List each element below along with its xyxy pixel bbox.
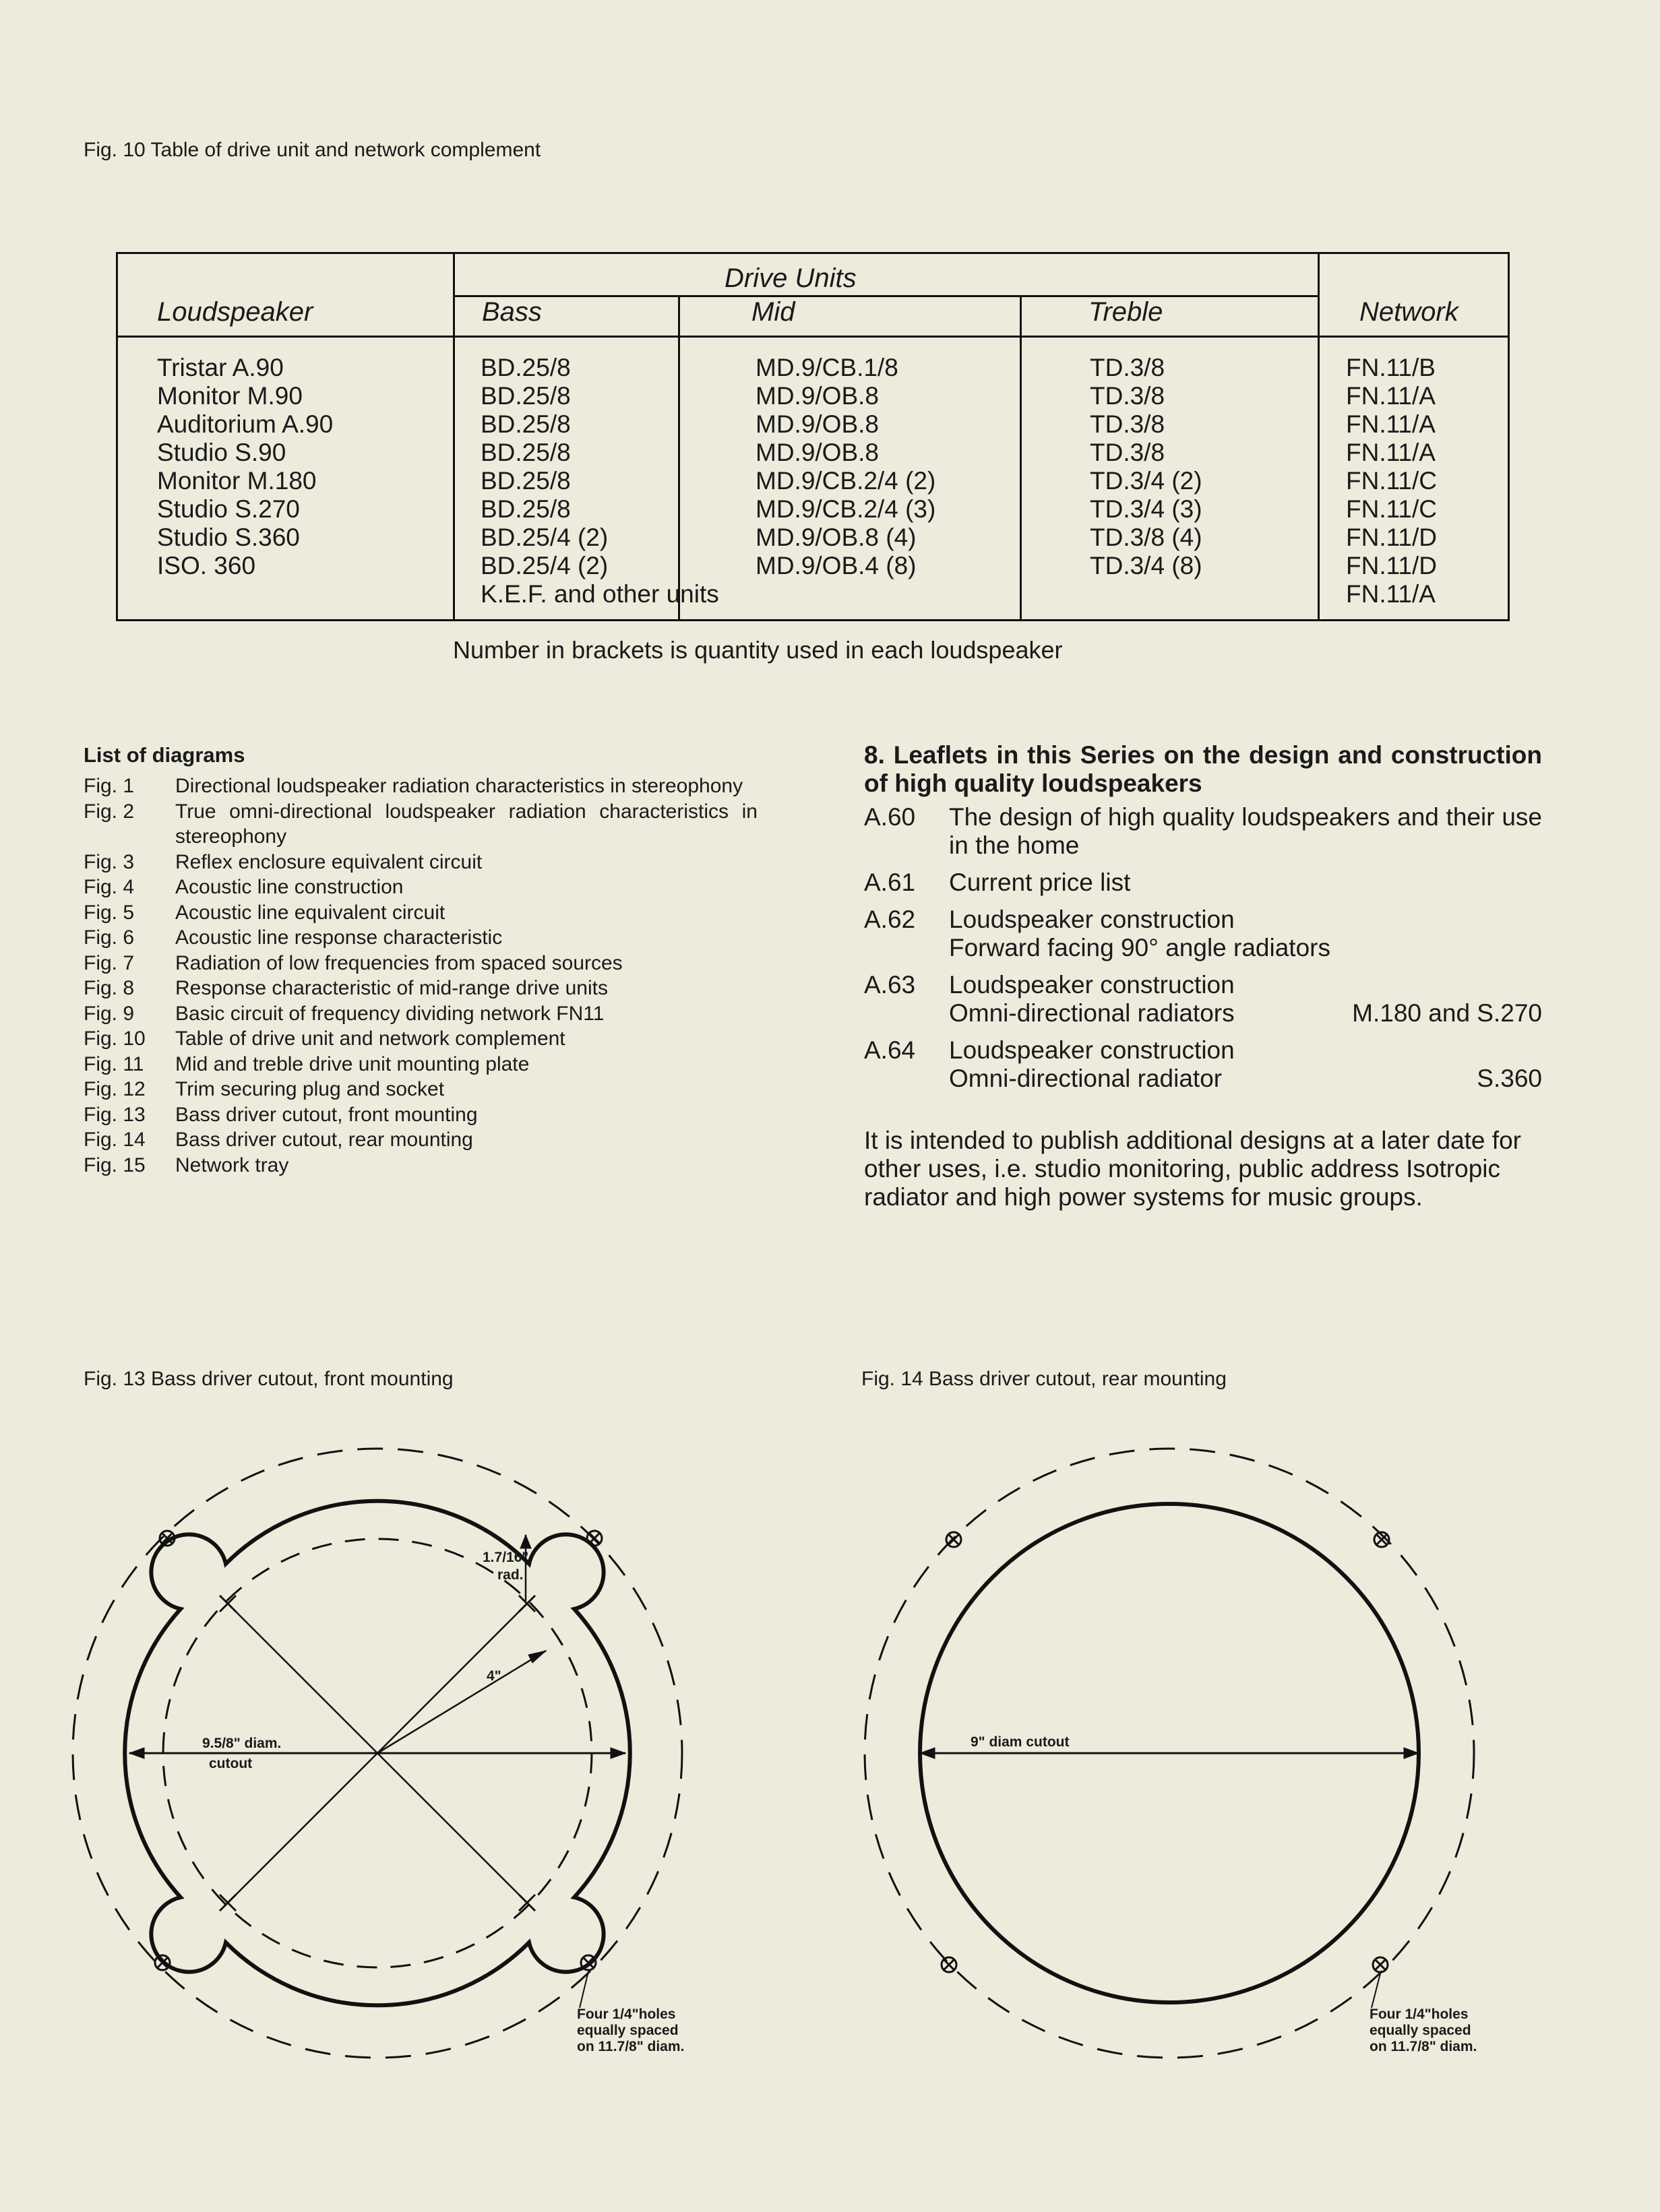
table-cell: TD.3/8 bbox=[1090, 354, 1165, 381]
list-item bbox=[84, 951, 758, 976]
table-cell: FN.11/D bbox=[1346, 552, 1438, 579]
list-item bbox=[864, 906, 1542, 962]
treble-column bbox=[1090, 354, 1202, 580]
table-cell: MD.9/OB.8 bbox=[756, 382, 879, 410]
leaflet-code: A.64 bbox=[864, 1036, 916, 1064]
table-cell: BD.25/8 bbox=[481, 354, 571, 381]
fig-number: Fig. 7 bbox=[84, 951, 135, 974]
fig-number: Fig. 8 bbox=[84, 977, 135, 999]
table-cell: TD.3/8 bbox=[1090, 410, 1165, 438]
fig-title: Acoustic line response characteristic bbox=[175, 926, 503, 949]
fig-title: Bass driver cutout, front mounting bbox=[175, 1103, 478, 1126]
leaflet-title: Loudspeaker construction bbox=[949, 1036, 1235, 1064]
table-cell: TD.3/8 bbox=[1090, 439, 1165, 466]
radius-line bbox=[377, 1651, 546, 1753]
leaflet-subtitle: Omni-directional radiators bbox=[949, 999, 1235, 1027]
fig-title: Radiation of low frequencies from spaced sources bbox=[175, 951, 623, 974]
list-item bbox=[84, 925, 758, 951]
fig10-caption: Fig. 10 Table of drive unit and network complement bbox=[84, 139, 541, 161]
table-cell: FN.11/C bbox=[1346, 495, 1438, 523]
table-cell: FN.11/B bbox=[1346, 354, 1436, 381]
holes-note bbox=[577, 2006, 684, 2055]
fig-number: Fig. 2 bbox=[84, 800, 135, 823]
cross-mark bbox=[220, 1895, 236, 1911]
fig-title: Network tray bbox=[175, 1154, 289, 1176]
list-item bbox=[864, 971, 1542, 1028]
corner-radius-label: 1.7/16" bbox=[483, 1550, 529, 1565]
table-cell: MD.9/OB.8 (4) bbox=[756, 524, 917, 551]
table-cell: BD.25/8 bbox=[481, 439, 571, 466]
arrowhead bbox=[520, 1535, 531, 1548]
table-cell: BD.25/8 bbox=[481, 495, 571, 523]
leaflets-list bbox=[864, 803, 1542, 1102]
leaflet-models: S.360 bbox=[1477, 1065, 1542, 1092]
diagram-list bbox=[84, 773, 758, 1178]
table-cell: FN.11/A bbox=[1346, 410, 1436, 438]
arrowhead bbox=[1404, 1748, 1419, 1759]
list-item bbox=[84, 773, 758, 799]
cutout-label: cutout bbox=[209, 1756, 253, 1771]
treble-header: Treble bbox=[1088, 297, 1163, 327]
diameter-label: 9.5/8" diam. bbox=[202, 1736, 282, 1751]
table-cell: TD.3/8 (4) bbox=[1090, 524, 1202, 551]
list-item bbox=[84, 850, 758, 875]
table-cell: MD.9/CB.2/4 (3) bbox=[756, 495, 936, 523]
fig-number: Fig. 10 bbox=[84, 1028, 146, 1050]
fig-number: Fig. 13 bbox=[84, 1103, 146, 1126]
hole-icon bbox=[1373, 1957, 1388, 1972]
table-cell: FN.11/D bbox=[1346, 524, 1438, 551]
hole-icon bbox=[946, 1532, 961, 1547]
fig-number: Fig. 12 bbox=[84, 1078, 146, 1100]
diameter-label: 9" diam cutout bbox=[971, 1734, 1070, 1750]
table-cell: FN.11/A bbox=[1346, 439, 1436, 466]
fig14-diagram bbox=[836, 1401, 1510, 2075]
table-cell: Studio S.270 bbox=[157, 495, 300, 523]
table-cell: FN.11/A bbox=[1346, 382, 1436, 410]
leaflet-code: A.62 bbox=[864, 906, 916, 933]
fig-title: Response characteristic of mid-range drive units bbox=[175, 977, 608, 999]
fig-number: Fig. 15 bbox=[84, 1154, 146, 1176]
fig14-caption: Fig. 14 Bass driver cutout, rear mounting bbox=[861, 1368, 1227, 1390]
drive-units-header: Drive Units bbox=[725, 263, 857, 293]
table-divider bbox=[453, 254, 455, 619]
list-item bbox=[84, 900, 758, 926]
leaflet-code: A.61 bbox=[864, 868, 916, 896]
table-divider bbox=[453, 295, 1318, 297]
cross-mark bbox=[519, 1595, 535, 1612]
table-cell: MD.9/OB.8 bbox=[756, 410, 879, 438]
list-item bbox=[84, 1127, 758, 1153]
fig-title: Reflex enclosure equivalent circuit bbox=[175, 850, 483, 873]
list-item bbox=[84, 1052, 758, 1077]
bass-header: Bass bbox=[482, 297, 542, 327]
table-cell: BD.25/8 bbox=[481, 382, 571, 410]
list-item bbox=[84, 1102, 758, 1128]
intended-paragraph: It is intended to publish additional designs at a later date for other uses, i.e. studio monitoring, public address Isotropic radiator and high power systems for music groups. bbox=[864, 1127, 1521, 1211]
network-header: Network bbox=[1359, 297, 1458, 327]
radius-label: 4" bbox=[487, 1668, 501, 1684]
leaflet-subtitle: Omni-directional radiator bbox=[949, 1065, 1223, 1092]
fig-number: Fig. 4 bbox=[84, 876, 135, 898]
list-item bbox=[84, 1153, 758, 1178]
table-note: Number in brackets is quantity used in each loudspeaker bbox=[453, 636, 1063, 664]
arrowhead bbox=[611, 1748, 625, 1759]
table-cell: BD.25/8 bbox=[481, 410, 571, 438]
holes-note-line: Four 1/4"holes bbox=[577, 2006, 676, 2022]
table-cell: MD.9/OB.4 (8) bbox=[756, 552, 917, 579]
fig-number: Fig. 9 bbox=[84, 1002, 135, 1025]
arrowhead bbox=[129, 1748, 144, 1759]
fig-title: Directional loudspeaker radiation characteristics in stereophony bbox=[175, 775, 743, 797]
holes-note-line: equally spaced bbox=[577, 2023, 679, 2038]
hole-icon bbox=[587, 1531, 602, 1546]
loudspeaker-header: Loudspeaker bbox=[157, 297, 313, 327]
table-divider bbox=[1020, 295, 1022, 619]
fig-title: True omni-directional loudspeaker radiation characteristics in stereophony bbox=[175, 800, 758, 848]
leaflets-heading: 8. Leaflets in this Series on the design and construction of high quality loudspeakers bbox=[864, 741, 1542, 797]
holes-note-line: equally spaced bbox=[1370, 2023, 1471, 2038]
leaflet-code: A.63 bbox=[864, 971, 916, 999]
table-cell: FN.11/A bbox=[1346, 580, 1436, 608]
cross-mark bbox=[220, 1595, 236, 1612]
holes-note bbox=[1370, 2006, 1477, 2055]
leaflet-code: A.60 bbox=[864, 803, 916, 831]
table-cell: Tristar A.90 bbox=[157, 354, 284, 381]
table-cell: Monitor M.90 bbox=[157, 382, 303, 410]
leaflet-title: Loudspeaker construction bbox=[949, 971, 1235, 999]
other-units-cell: K.E.F. and other units bbox=[481, 580, 719, 608]
holes-note-line: on 11.7/8" diam. bbox=[1370, 2039, 1477, 2054]
arrowhead bbox=[528, 1651, 546, 1663]
fig-title: Table of drive unit and network complement bbox=[175, 1028, 565, 1050]
leaflet-title: Loudspeaker construction bbox=[949, 906, 1235, 933]
table-cell: BD.25/4 (2) bbox=[481, 552, 609, 579]
fig-title: Basic circuit of frequency dividing network FN11 bbox=[175, 1002, 605, 1025]
list-of-diagrams-title: List of diagrams bbox=[84, 743, 245, 767]
fig-number: Fig. 5 bbox=[84, 901, 135, 924]
table-cell: MD.9/CB.2/4 (2) bbox=[756, 467, 936, 495]
list-item bbox=[84, 799, 758, 850]
list-item bbox=[84, 976, 758, 1001]
fig13-caption: Fig. 13 Bass driver cutout, front mounting bbox=[84, 1368, 454, 1390]
arrowhead bbox=[920, 1748, 935, 1759]
table-cell: TD.3/8 bbox=[1090, 382, 1165, 410]
table-cell: TD.3/4 (8) bbox=[1090, 552, 1202, 579]
fig-number: Fig. 11 bbox=[84, 1052, 144, 1075]
fig-title: Acoustic line construction bbox=[175, 876, 404, 898]
table-cell: Studio S.360 bbox=[157, 524, 300, 551]
table-cell: BD.25/8 bbox=[481, 467, 571, 495]
list-item bbox=[84, 1077, 758, 1102]
table-cell: FN.11/C bbox=[1346, 467, 1438, 495]
table-divider bbox=[118, 336, 1508, 338]
table-cell: TD.3/4 (3) bbox=[1090, 495, 1202, 523]
fig-number: Fig. 1 bbox=[84, 775, 135, 797]
list-item bbox=[84, 875, 758, 900]
fig-title: Mid and treble drive unit mounting plate bbox=[175, 1052, 530, 1075]
table-cell: MD.9/CB.1/8 bbox=[756, 354, 898, 381]
holes-note-line: on 11.7/8" diam. bbox=[577, 2039, 685, 2054]
table-cell: Auditorium A.90 bbox=[157, 410, 334, 438]
network-column bbox=[1346, 354, 1437, 608]
table-cell: BD.25/4 (2) bbox=[481, 524, 609, 551]
leaflet-subtitle: Forward facing 90° angle radiators bbox=[949, 934, 1330, 961]
list-item bbox=[864, 1036, 1542, 1093]
table-cell: TD.3/4 (2) bbox=[1090, 467, 1202, 495]
mid-header: Mid bbox=[751, 297, 795, 327]
list-item bbox=[84, 1026, 758, 1052]
hole-icon bbox=[581, 1955, 596, 1970]
fig-title: Trim securing plug and socket bbox=[175, 1078, 445, 1100]
fig-number: Fig. 14 bbox=[84, 1129, 146, 1151]
leaflet-title: The design of high quality loudspeakers and their use in the home bbox=[949, 803, 1542, 859]
mid-column bbox=[756, 354, 935, 580]
hole-icon bbox=[942, 1957, 956, 1972]
leaflet-title: Current price list bbox=[949, 868, 1131, 896]
list-item bbox=[84, 1001, 758, 1027]
fig13-diagram bbox=[0, 1401, 795, 2075]
holes-note-line: Four 1/4"holes bbox=[1370, 2006, 1469, 2022]
corner-radius-unit-label: rad. bbox=[497, 1567, 524, 1583]
list-item bbox=[864, 868, 1542, 897]
leaflet-models: M.180 and S.270 bbox=[1352, 999, 1542, 1027]
table-cell: Studio S.90 bbox=[157, 439, 286, 466]
table-divider bbox=[1318, 254, 1320, 619]
fig-number: Fig. 6 bbox=[84, 926, 135, 949]
fig-title: Acoustic line equivalent circuit bbox=[175, 901, 445, 924]
drive-unit-table bbox=[116, 252, 1510, 621]
bass-column bbox=[481, 354, 719, 608]
loudspeaker-column bbox=[157, 354, 333, 580]
list-item bbox=[864, 803, 1542, 860]
fig-number: Fig. 3 bbox=[84, 850, 135, 873]
cross-mark bbox=[519, 1895, 535, 1911]
table-cell: MD.9/OB.8 bbox=[756, 439, 879, 466]
table-cell: ISO. 360 bbox=[157, 552, 256, 579]
fig-title: Bass driver cutout, rear mounting bbox=[175, 1129, 473, 1151]
hole-icon bbox=[155, 1955, 170, 1970]
table-cell: Monitor M.180 bbox=[157, 467, 317, 495]
